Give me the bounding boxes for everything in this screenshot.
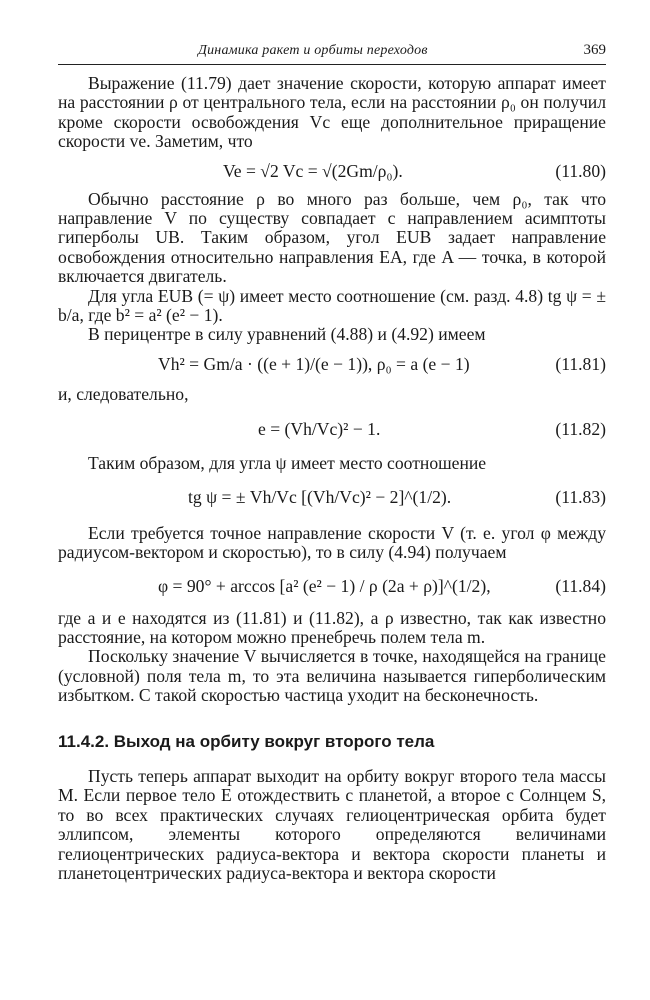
equation-number: (11.83) [555, 486, 606, 507]
equation-11-80 [58, 156, 606, 186]
page-number: 369 [583, 42, 606, 58]
equation-11-81-formula: Vh² = Gm/a · ((e + 1)/(e − 1)), ρ₀ = a (e − 1) [158, 353, 470, 374]
equation-number: (11.81) [555, 353, 606, 374]
running-title: Динамика ракет и орбиты переходов [198, 43, 428, 58]
equation-11-80-formula: Ve = √2 Vc = √(2Gm/ρ₀). [223, 160, 403, 181]
equation-number: (11.80) [555, 160, 606, 181]
paragraph-4: В перицентре в силу уравнений (4.88) и (4.92) имеем [88, 324, 486, 345]
equation-11-82 [58, 414, 606, 444]
section-heading: 11.4.2. Выход на орбиту вокруг второго тела [58, 731, 435, 751]
equation-11-83 [58, 482, 606, 512]
paragraph-3: Для угла EUB (= ψ) имеет место соотношение (см. разд. 4.8) tg ψ = ± b/a, где b² = a² (e² − 1). [58, 285, 606, 326]
equation-11-83-formula: tg ψ = ± Vh/Vc [(Vh/Vc)² − 2]^(1/2). [188, 486, 452, 507]
paragraph-10: Пусть теперь аппарат выходит на орбиту вокруг второго тела массы M. Если первое тело E отождествить с планетой, а второе с Солнцем S, то во всех практических случаях гелиоцентрическая орбита будет эллипсом, элементы которого определяются величинами гелиоцентрических радиуса-вектора и вектора скорости планеты и планетоцентрических радиуса-вектора и вектора скорости [58, 765, 606, 883]
equation-11-81 [58, 349, 606, 379]
paragraph-2: Обычно расстояние ρ во много раз больше, чем ρ₀, так что направление V по существу совпадает с направлением асимптоты гиперболы UB. Таким образом, угол EUB задает направление освобождения относительно направления EA, где A — точка, в которой включается двигатель. [58, 188, 606, 287]
equation-11-82-formula: e = (Vh/Vc)² − 1. [258, 419, 381, 440]
paragraph-1: Выражение (11.79) дает значение скорости, которую аппарат имеет на расстоянии ρ от центрального тела, если на расстоянии ρ₀ он получил кроме скорости освобождения Vc еще дополнительное приращение скорости ve. Заметим, что [58, 73, 606, 152]
equation-number: (11.84) [555, 575, 606, 596]
page-header [58, 40, 606, 65]
equation-11-84 [58, 571, 606, 601]
equation-11-84-formula: φ = 90° + arccos [a² (e² − 1) / ρ (2a + ρ)]^(1/2), [158, 575, 491, 596]
paragraph-7: Если требуется точное направление скорости V (т. е. угол φ между радиусом-вектором и скоростью), то в силу (4.94) получаем [58, 522, 606, 563]
equation-number: (11.82) [555, 419, 606, 440]
paragraph-5: и, следовательно, [58, 383, 189, 404]
paragraph-8: где a и e находятся из (11.81) и (11.82), а ρ известно, так как известно расстояние, на котором можно пренебречь полем тела m. [58, 607, 606, 647]
paragraph-6: Таким образом, для угла ψ имеет место соотношение [88, 453, 487, 474]
paragraph-9: Поскольку значение V вычисляется в точке, находящейся на границе (условной) поля тела m, то эта величина называется гиперболическим избытком. С такой скоростью частица уходит на бесконечность. [58, 646, 606, 706]
page-body [58, 74, 606, 883]
